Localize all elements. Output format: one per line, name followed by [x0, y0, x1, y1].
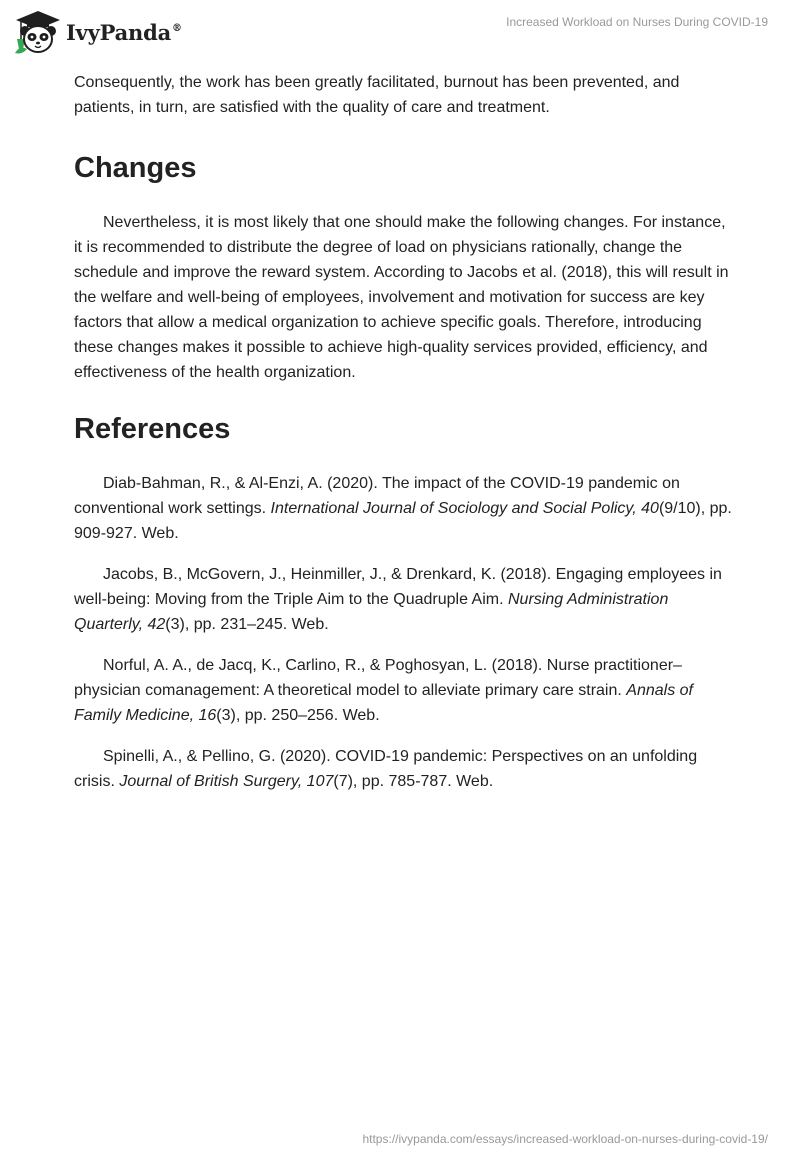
reference-item: Norful, A. A., de Jacq, K., Carlino, R., & Poghosyan, L. (2018). Nurse practitioner–physician comanagement: A theoretical model to alleviate primary care strain. Annals of Family Medicine, 16(3), pp. 250–256. Web. — [74, 657, 693, 724]
changes-paragraph: Nevertheless, it is most likely that one should make the following changes. For instance, it is recommended to distribute the degree of load on physicians rationally, change the schedule and improve the reward system. According to Jacobs et al. (2018), this will result in the welfare and well-being of employees, involvement and motivation for success are key factors that allow a medical organization to achieve specific goals. Therefore, introducing these changes makes it possible to achieve high-quality services provided, efficiency, and effectiveness of the health organization. — [74, 214, 729, 381]
source-url-link[interactable]: https://ivypanda.com/essays/increased-workload-on-nurses-during-covid-19/ — [362, 1132, 768, 1146]
intro-paragraph: Consequently, the work has been greatly facilitated, burnout has been prevented, and patients, in turn, are satisfied with the quality of care and treatment. — [74, 74, 680, 116]
reference-item: Diab-Bahman, R., & Al-Enzi, A. (2020). The impact of the COVID-19 pandemic on conventional work settings. International Journal of Sociology and Social Policy, 40(9/10), pp. 909-927. Web. — [74, 475, 732, 542]
changes-heading: Changes — [74, 152, 197, 184]
essay-content — [74, 70, 734, 810]
references-heading: References — [74, 413, 231, 445]
reference-item: Spinelli, A., & Pellino, G. (2020). COVID-19 pandemic: Perspectives on an unfolding crisis. Journal of British Surgery, 107(7), pp. 785-787. Web. — [74, 748, 698, 790]
page-header — [0, 0, 800, 64]
running-title: Increased Workload on Nurses During COVID-19 — [506, 15, 768, 29]
brand-name: IvyPanda® — [66, 19, 182, 45]
panda-graduate-icon — [14, 9, 62, 55]
ivypanda-logo[interactable] — [14, 8, 182, 56]
reference-item: Jacobs, B., McGovern, J., Heinmiller, J., & Drenkard, K. (2018). Engaging employees in well-being: Moving from the Triple Aim to the Quadruple Aim. Nursing Administration Quarterly, 42(3), pp. 231–245. Web. — [74, 566, 722, 633]
